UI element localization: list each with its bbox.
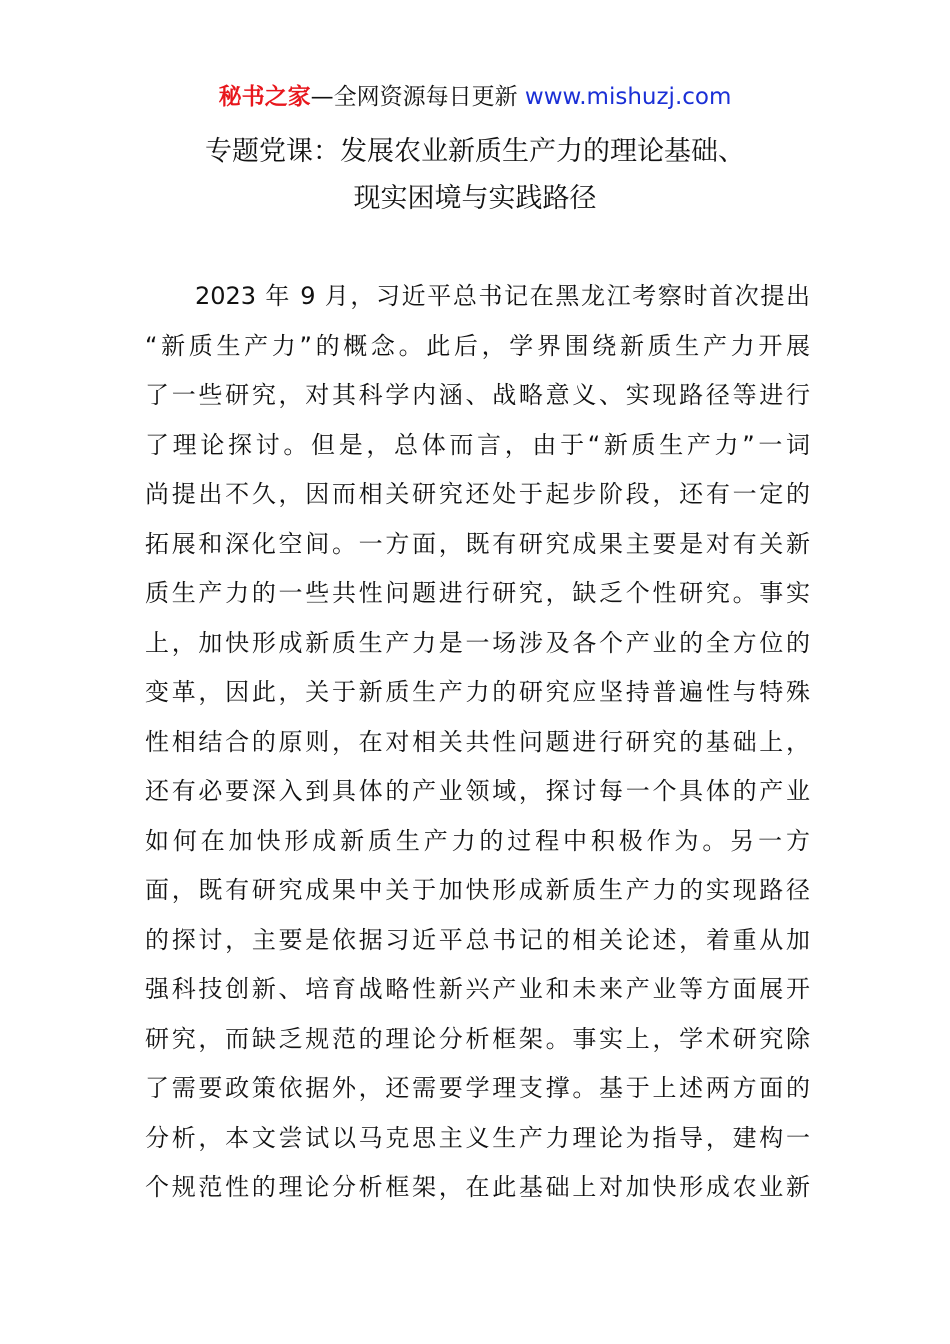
paragraph-line: 研究，而缺乏规范的理论分析框架。事实上，学术研究除 — [145, 1024, 810, 1053]
site-header — [0, 80, 950, 114]
paragraph-line: 尚提出不久，因而相关研究还处于起步阶段，还有一定的 — [145, 480, 810, 508]
site-brand: 秘书之家 — [218, 84, 311, 110]
paragraph-line: 个规范性的理论分析框架，在此基础上对加快形成农业新 — [145, 1173, 810, 1201]
body-paragraph — [145, 272, 810, 1213]
paragraph-line: 强科技创新、培育战略性新兴产业和未来产业等方面展开 — [145, 975, 810, 1003]
paragraph-line: 分析，本文尝试以马克思主义生产力理论为指导，建构一 — [145, 1123, 810, 1152]
paragraph-line: 性相结合的原则，在对相关共性问题进行研究的基础上， — [145, 727, 810, 756]
paragraph-line: 还有必要深入到具体的产业领域，探讨每一个具体的产业 — [145, 777, 810, 805]
paragraph-line: 拓展和深化空间。一方面，既有研究成果主要是对有关新 — [145, 529, 810, 558]
document-title — [0, 128, 950, 222]
paragraph-line: 面，既有研究成果中关于加快形成新质生产力的实现路径 — [145, 876, 810, 904]
paragraph-line: 质生产力的一些共性问题进行研究，缺乏个性研究。事实 — [145, 579, 810, 607]
paragraph-line: 了需要政策依据外，还需要学理支撑。基于上述两方面的 — [145, 1074, 810, 1102]
site-url-link[interactable]: www.mishuzj.com — [524, 84, 732, 110]
paragraph-line: 变革，因此，关于新质生产力的研究应坚持普遍性与特殊 — [145, 678, 810, 706]
paragraph-line: 了一些研究，对其科学内涵、战略意义、实现路径等进行 — [145, 381, 810, 409]
paragraph-line: “新质生产力”的概念。此后，学界围绕新质生产力开展 — [145, 331, 810, 360]
paragraph-line: 的探讨，主要是依据习近平总书记的相关论述，着重从加 — [145, 925, 810, 954]
paragraph-line: 如何在加快形成新质生产力的过程中积极作为。另一方 — [145, 826, 810, 855]
title-line-1: 专题党课：发展农业新质生产力的理论基础、 — [205, 136, 745, 167]
paragraph-line: 上，加快形成新质生产力是一场涉及各个产业的全方位的 — [145, 628, 810, 657]
paragraph-line: 2023 年 9 月，习近平总书记在黑龙江考察时首次提出 — [195, 282, 810, 310]
paragraph-line: 了理论探讨。但是，总体而言，由于“新质生产力”一词 — [145, 430, 810, 459]
site-tagline: —全网资源每日更新 — [310, 84, 525, 110]
title-line-2: 现实困境与实践路径 — [353, 183, 597, 214]
